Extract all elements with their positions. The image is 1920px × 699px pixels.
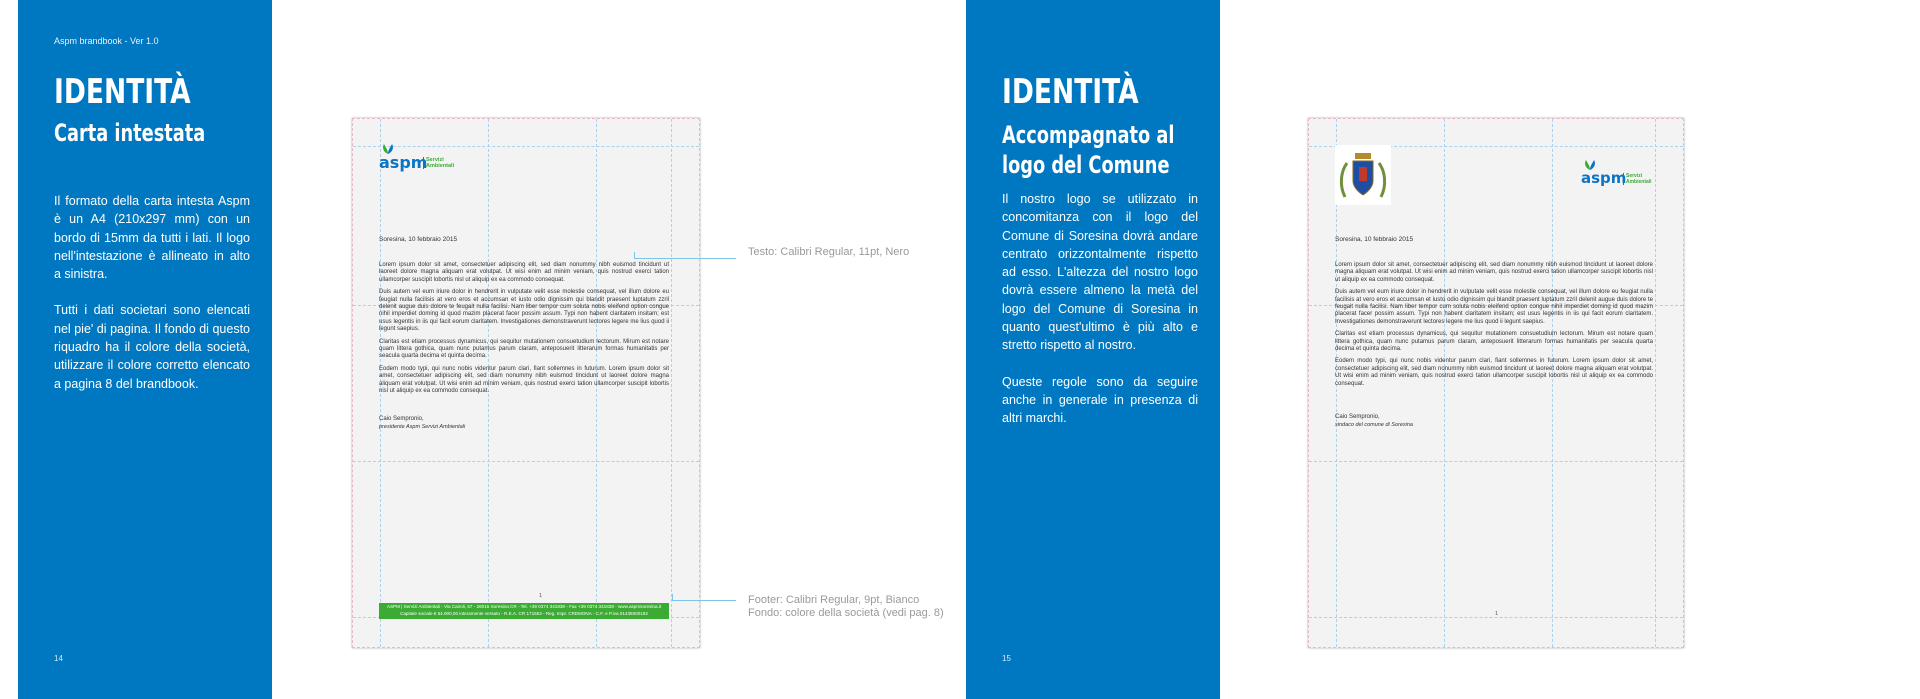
logo-tagline-line: Ambientali	[1626, 179, 1652, 185]
page-number: 14	[54, 654, 63, 663]
letterhead-mockup	[352, 118, 700, 648]
letter-page-number: 1	[539, 593, 543, 599]
description-paragraph: Tutti i dati societari sono elencati nel pie' di pagina. Il fondo di questo riquadro ha il colore della società, utilizzare il colore corretto elencato a pagina 8 del brandbook.	[54, 303, 250, 391]
page-title: IDENTITÀ	[54, 72, 191, 112]
aspm-logo	[379, 143, 471, 175]
grid-guide	[1655, 119, 1656, 647]
description-text	[1002, 190, 1198, 446]
annotation-line: Fondo: colore della società (vedi pag. 8)	[748, 607, 944, 619]
signature-role: sindaco del comune di Soresina	[1335, 422, 1413, 428]
page-subtitle-line: Accompagnato al	[1002, 121, 1175, 149]
letter-paragraph: Eodem modo typi, qui nunc nobis videntur parum clari, fiant sollemnes in futurum. Lorem ipsum dolor sit amet, consectetuer adipiscing elit, sed diam nonummy nibh euismod tincidunt ut laoreet dolore magna aliquam erat volutpat. Ut wisi enim ad minim veniam, quis nostrud exerci tation ullamcorper suscipit lobortis nisl ut aliquip ex ea commodo consequat.	[1335, 358, 1653, 387]
annotation-leader	[634, 258, 736, 259]
letter-paragraph: Lorem ipsum dolor sit amet, consectetuer adipiscing elit, sed diam nonummy nibh euismod tincidunt ut laoreet dolore magna aliquam erat volutpat. Ut wisi enim ad minim veniam, quis nostrud exerci tation ullamcorper suscipit lobortis nisl ut aliquip ex ea commodo consequat.	[1335, 262, 1653, 283]
logo-tagline	[1623, 173, 1652, 185]
letter-paragraph: Claritas est etiam processus dynamicus, qui sequitur mutationem consuetudium lectorum. Mirum est notare quam littera gothica, quam nunc putamus parum claram, anteposuerit litterarum formas humanitatis per seacula quarta decima et quinta decima.	[379, 338, 669, 360]
text-style-annotation: Testo: Calibri Regular, 11pt, Nero	[748, 246, 910, 258]
logo-tagline-line: Servizi	[426, 157, 444, 163]
logo-tagline	[423, 157, 454, 169]
letter-paragraph: Duis autem vel eum iriure dolor in hendrerit in vulputate velit esse molestie consequat, vel illum dolore eu feugiat nulla facilisis at vero eros et accumsan et iusto odio dignissim qui blandit praesent luptatum zzril delenit augue duis dolore te feugait nulla facilisi. Nam liber tempor cum soluta nobis eleifend option congue nihil imperdiet doming id quod mazim placerat facer possim assum. Typi non habent claritatem insitam; est usus legentis in iis qui facit eorum claritatem. Investigationes demonstraverunt lectores legere me lius quod ii legunt saepius.	[1335, 289, 1653, 325]
page-title: IDENTITÀ	[1002, 72, 1139, 112]
footer-line: ASPM | Servizi Ambientali - Via Cairoli, 57 - 26015 Soresina CR - Tel. +39 0374 341838 - Fax +39 0374 341838 - www.aspmsoresina.it	[386, 604, 662, 609]
letter-signature	[1335, 413, 1413, 429]
annotation-line: Footer: Calibri Regular, 9pt, Bianco	[748, 594, 920, 606]
footer-style-annotation	[748, 594, 944, 620]
description-paragraph: Il nostro logo se utilizzato in concomitanza con il logo del Comune di Soresina dovrà andare centrato orizzontalmente rispetto ad esso. L'altezza del nostro logo dovrà essere almeno la metà del logo del Comune di Soresina in quanto quest'ultimo è più alto e stretto rispetto al nostro.	[1002, 192, 1198, 353]
logo-wordmark: aspm	[379, 153, 428, 172]
logo-tagline-line: Ambientali	[426, 163, 455, 169]
right-info-panel	[966, 0, 1220, 699]
grid-guide	[1309, 461, 1683, 462]
grid-guide	[671, 119, 672, 647]
letter-date: Soresina, 10 febbraio 2015	[1335, 236, 1414, 243]
grid-guide	[1309, 617, 1683, 618]
aspm-logo	[1581, 159, 1673, 191]
crest-icon	[1335, 145, 1391, 205]
description-paragraph: Queste regole sono da seguire anche in generale in presenza di altri marchi.	[1002, 374, 1198, 426]
letter-paragraph: Eodem modo typi, qui nunc nobis videntur parum clari, fiant sollemnes in futurum. Lorem ipsum dolor sit amet, consectetuer adipiscing elit, sed diam nonummy nibh euismod tincidunt ut laoreet dolore magna aliquam erat volutpat. Ut wisi enim ad minim veniam, quis nostrud exerci tation ullamcorper suscipit lobortis nisl ut aliquip ex ea commodo consequat.	[379, 365, 669, 395]
footer-line: Capitale sociale € 64.000,00 interamente versato - R.E.A. CR 171553 - Reg. Impr. CREMONA - C.F. e P.iva 01435000192	[400, 611, 648, 616]
letter-body	[1335, 262, 1653, 393]
brandbook-header: Aspm brandbook - Ver 1.0	[54, 36, 159, 46]
left-info-panel	[18, 0, 272, 699]
description-paragraph: Il formato della carta intesta Aspm è un A4 (210x297 mm) con un bordo di 15mm da tutti i lati. Il logo nell'intestazione è allineato in alto a sinistra.	[54, 194, 250, 282]
comune-crest-logo	[1335, 145, 1391, 205]
description-text	[54, 192, 250, 411]
signature-name: Caio Sempronio,	[1335, 414, 1380, 420]
page-number: 15	[1002, 654, 1011, 663]
letter-signature	[379, 415, 465, 431]
annotation-leader	[672, 594, 673, 600]
page-subtitle-line: logo del Comune	[1002, 151, 1170, 179]
page-subtitle: Carta intestata	[54, 119, 206, 147]
signature-role: presidente Aspm Servizi Ambientali	[379, 424, 466, 430]
grid-guide	[353, 461, 699, 462]
annotation-leader	[634, 252, 635, 258]
letterhead-with-municipal-logo-mockup	[1308, 118, 1684, 648]
annotation-leader	[672, 600, 736, 601]
signature-name: Caio Sempronio,	[379, 416, 424, 422]
letter-page-number: 1	[1495, 611, 1499, 617]
letter-date: Soresina, 10 febbraio 2015	[379, 236, 458, 243]
logo-tagline-line: Servizi	[1626, 173, 1643, 179]
letter-paragraph: Claritas est etiam processus dynamicus, qui sequitur mutationem consuetudium lectorum. Mirum est notare quam littera gothica, quam nunc putamus parum claram, anteposuerit litterarum formas humanitatis per seacula quarta decima et quinta decima.	[1335, 331, 1653, 353]
letter-body	[379, 262, 669, 401]
logo-wordmark: aspm	[1581, 169, 1627, 187]
letter-footer-bar	[379, 603, 669, 619]
letter-paragraph: Lorem ipsum dolor sit amet, consectetuer adipiscing elit, sed diam nonummy nibh euismod tincidunt ut laoreet dolore magna aliquam erat volutpat. Ut wisi enim ad minim veniam, quis nostrud exerci tation ullamcorper suscipit lobortis nisl ut aliquip ex ea commodo consequat.	[379, 262, 669, 283]
letter-paragraph: Duis autem vel eum iriure dolor in hendrerit in vulputate velit esse molestie consequat, vel illum dolore eu feugiat nulla facilisis at vero eros et accumsan et iusto odio dignissim qui blandit praesent luptatum zzril delenit augue duis dolore te feugait nulla facilisi. Nam liber tempor cum soluta nobis eleifend option congue nihil imperdiet doming id quod mazim placerat facer possim assum. Typi non habent claritatem insitam; est usus legentis in iis qui facit eorum claritatem. Investigationes demonstraverunt lectores legere me lius quod ii legunt saepius.	[379, 289, 669, 333]
